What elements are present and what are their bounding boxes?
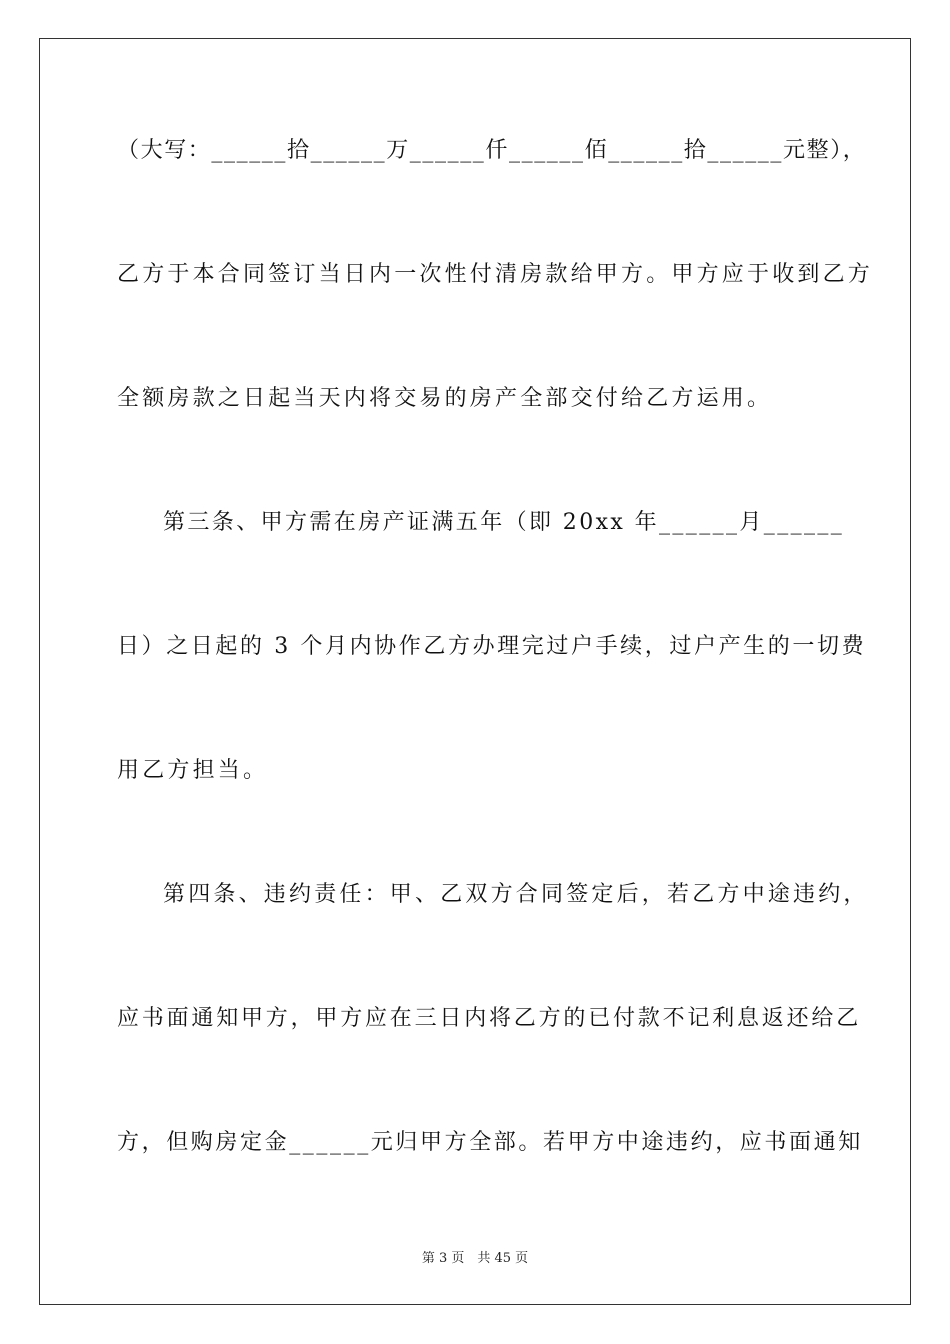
text-line-8: 应书面通知甲方，甲方应在三日内将乙方的已付款不记利息返还给乙 (117, 1006, 862, 1031)
text-line-1: （大写：______拾______万______仟______佰______拾______元整）， (117, 138, 867, 163)
text-line-2: 乙方于本合同签订当日内一次性付清房款给甲方。甲方应于收到乙方 (117, 262, 874, 287)
text-line-5: 日）之日起的 3 个月内协作乙方办理完过户手续，过户产生的一切费 (117, 634, 867, 659)
page-border (39, 38, 911, 1305)
page-number-footer: 第 3 页 共 45 页 (421, 1251, 529, 1266)
text-line-7: 第四条、违约责任：甲、乙双方合同签定后，若乙方中途违约， (163, 882, 869, 907)
text-line-9: 方，但购房定金______元归甲方全部。若甲方中途违约，应书面通知 (117, 1130, 863, 1155)
text-line-6: 用乙方担当。 (117, 758, 269, 783)
text-line-4: 第三条、甲方需在房产证满五年（即 20xx 年______月______ (163, 510, 845, 535)
text-line-3: 全额房款之日起当天内将交易的房产全部交付给乙方运用。 (117, 386, 773, 411)
